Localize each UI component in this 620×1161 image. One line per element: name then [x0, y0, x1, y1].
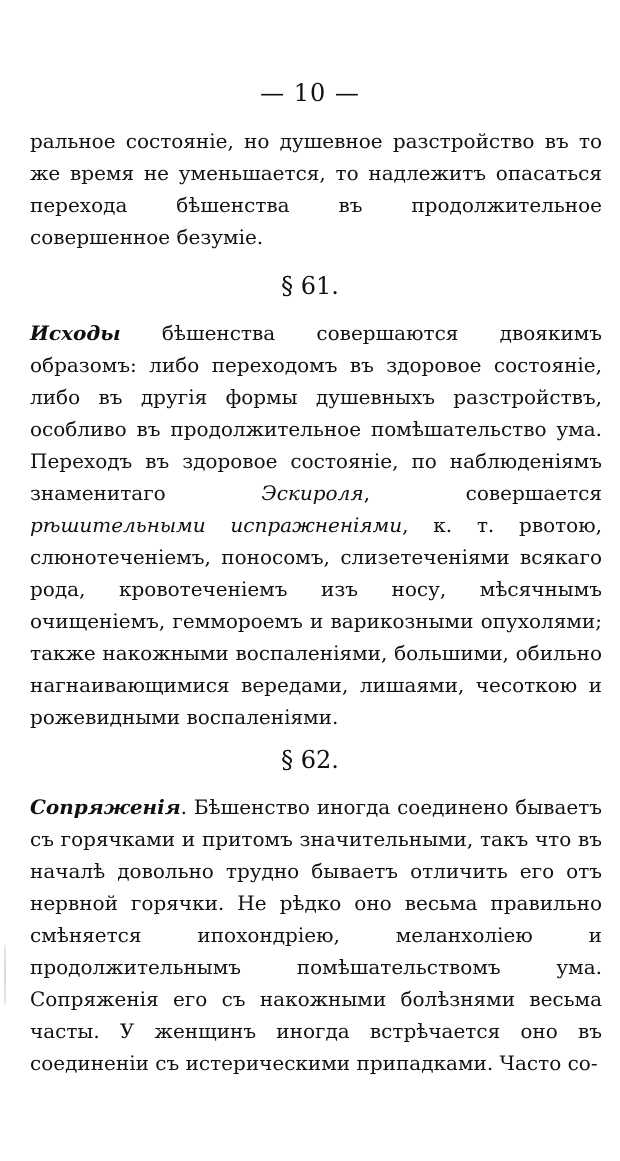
- author-name: Эскироля: [261, 481, 364, 505]
- paragraph-section-61: [30, 317, 602, 733]
- paper-mark: [4, 945, 6, 1005]
- paragraph-section-62: [30, 791, 602, 1079]
- lead-term-outcomes: Исходы: [30, 321, 121, 345]
- page-number: — 10 —: [260, 79, 360, 107]
- emphasized-term: рѣшительными испражненіями: [30, 513, 403, 537]
- section-heading-62: § 62.: [281, 746, 339, 774]
- lead-term-complications: Сопряженія: [30, 795, 181, 819]
- paragraph-text: , к. т. рвотою, слюнотеченіемъ, поносомъ, слизетеченіями всякаго рода, кровотеченіемъ изъ носу, мѣсячнымъ очищеніемъ, геммороемъ и варикозными опухолями; также накожными воспаленіями, большими, обильно нагнаивающимися вередами, лишаями, чесоткою и рожевидными воспаленіями.: [30, 513, 602, 729]
- section-heading-61: § 61.: [281, 272, 339, 300]
- paragraph-text: бѣшенства совершаются двоякимъ образомъ: либо переходомъ въ здоровое состояніе, либо въ другія формы душевныхъ разстройствъ, особливо въ продолжительное помѣшательство ума. Переходъ въ здоровое состояніе, по наблюденіямъ знаменитаго: [30, 321, 602, 505]
- paragraph-continuation: ральное состояніе, но душевное разстройство въ то же время не уменьшается, то надлежитъ опасаться перехода бѣшенства въ продолжительное совершенное безуміе.: [30, 129, 602, 249]
- paragraph-text: . Бѣшенство иногда соединено бываетъ съ горячками и притомъ значительными, такъ что въ началѣ довольно трудно бываетъ отличить его отъ нервной горячки. Не рѣдко оно весьма правильно смѣняется ипохондріею, меланхоліею и продолжительнымъ помѣшательствомъ ума. Сопряженія его съ накожными болѣзнями весьма часты. У женщинъ иногда встрѣчается оно въ соединеніи съ истерическими припадками. Часто со-: [30, 795, 602, 1075]
- paragraph-text: , совершается: [363, 481, 602, 505]
